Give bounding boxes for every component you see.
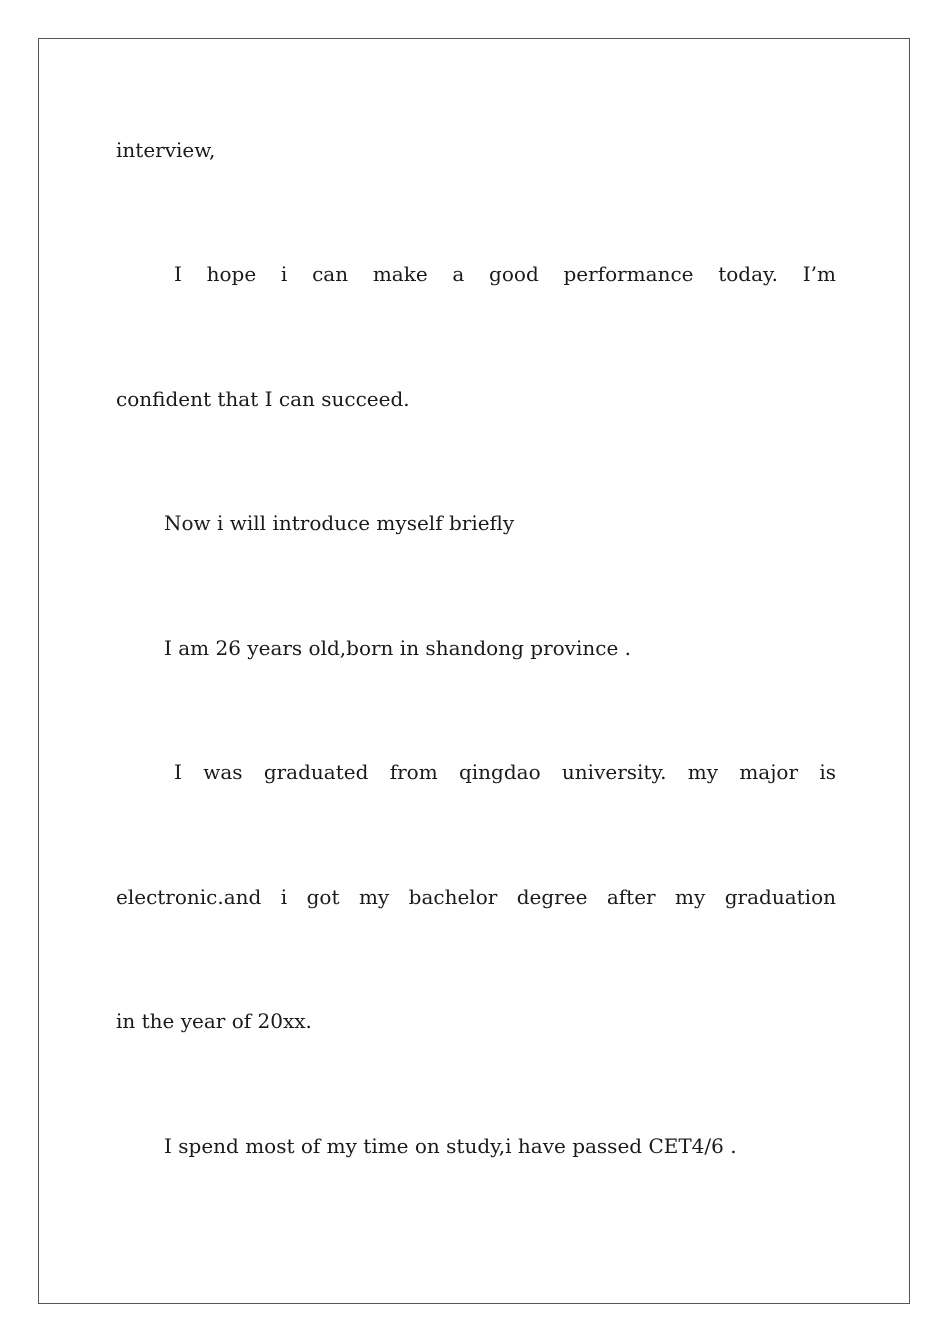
text-line-8: in the year of 20xx.: [116, 1009, 312, 1033]
text-line-5: I am 26 years old,born in shandong province .: [164, 636, 631, 660]
text-line-4: Now i will introduce myself briefly: [164, 511, 515, 535]
text-line-7: electronic.and i got my bachelor degree after my graduation: [116, 885, 836, 909]
text-line-1: interview,: [116, 138, 216, 162]
text-line-3: confident that I can succeed.: [116, 387, 410, 411]
text-line-9: I spend most of my time on study,i have passed CET4/6 .: [164, 1134, 737, 1158]
document-page: [38, 38, 910, 1304]
text-line-6: I was graduated from qingdao university. my major is: [174, 760, 836, 784]
text-line-2: I hope i can make a good performance today. I’m: [174, 262, 836, 286]
